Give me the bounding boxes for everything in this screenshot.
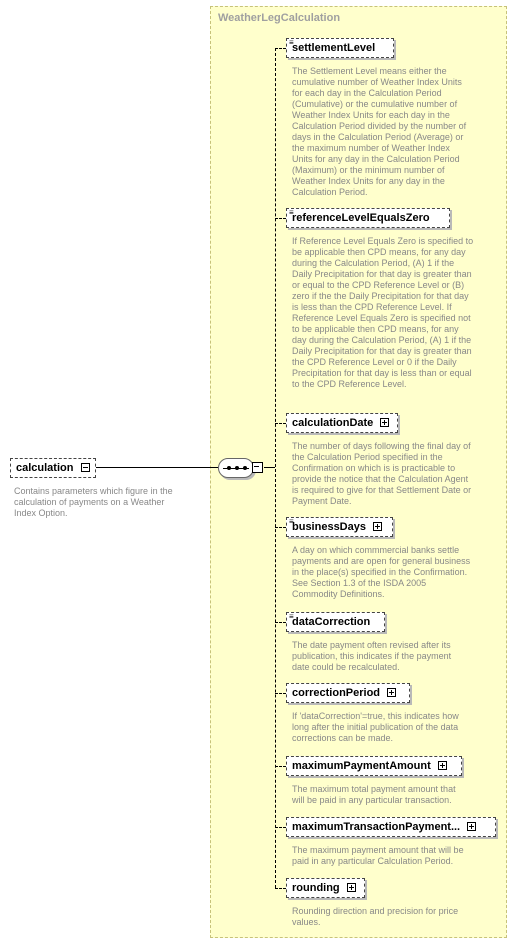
- element-label: settlementLevel: [292, 42, 376, 54]
- expand-icon[interactable]: [347, 883, 356, 892]
- element-description: The Settlement Level means either the cumulative number of Weather Index Units for each day in the Calculation Period (Cumulative) or the cumulative number of Weather Index Units for each day in the Calculation Period divided by the number of days in the Calculation Period (Average) or the maximum number of Weather Index Units for any day in the Calculation Period (Maximum) or the minimum number of Weather Index Units for any day in the Calculation Period.: [292, 66, 467, 197]
- element-calculation-date[interactable]: [286, 413, 398, 433]
- element-correction-period[interactable]: [286, 683, 410, 703]
- element-maximum-payment-amount[interactable]: [286, 756, 462, 776]
- sequence-collapse-button[interactable]: [252, 462, 264, 474]
- element-label: correctionPeriod: [292, 687, 381, 699]
- root-element-calculation[interactable]: [10, 458, 96, 478]
- collapse-icon[interactable]: [252, 462, 263, 473]
- expand-icon[interactable]: [387, 688, 396, 697]
- element-label: referenceLevelEqualsZero: [292, 212, 430, 224]
- element-description: The date payment often revised after its publication, this indicates if the payment date could be recalculated.: [292, 640, 452, 672]
- root-description: Contains parameters which figure in the calculation of payments on a Weather Index Option.: [14, 486, 173, 518]
- element-label: calculationDate: [292, 417, 374, 429]
- simple-type-icon: ≡: [289, 517, 293, 526]
- simple-type-icon: ≡: [289, 612, 293, 621]
- element-settlement-level[interactable]: [286, 38, 394, 58]
- element-label: dataCorrection: [292, 616, 371, 628]
- element-description: The number of days following the final day of the Calculation Period specified in the Confirmation on which is is practicable to provide the notice that the Calculation Agent is required to give for that Settlement Date or Payment Date.: [292, 441, 472, 506]
- children-spine: [275, 48, 276, 888]
- element-description: Rounding direction and precision for price values.: [292, 906, 459, 927]
- element-maximum-transaction-payment[interactable]: [286, 817, 496, 837]
- simple-type-icon: ≡: [289, 38, 293, 47]
- root-connector: [96, 467, 218, 468]
- element-description: If 'dataCorrection'=true, this indicates how long after the initial publication of the data corrections can be made.: [292, 711, 459, 743]
- element-description: The maximum payment amount that will be paid in any particular Calculation Period.: [292, 845, 464, 866]
- element-data-correction[interactable]: [286, 612, 385, 632]
- group-title: WeatherLegCalculation: [218, 12, 341, 24]
- sequence-compositor[interactable]: [218, 458, 254, 478]
- element-label: businessDays: [292, 521, 366, 533]
- simple-type-icon: ≡: [289, 208, 293, 217]
- element-label: maximumTransactionPayment...: [292, 821, 461, 833]
- element-description: A day on which commmercial banks settle payments and are open for general business in the place(s) specified in the Confirmation. See Section 1.3 of the ISDA 2005 Commodity Definitions.: [292, 545, 471, 599]
- expand-icon[interactable]: [380, 418, 389, 427]
- element-description: The maximum total payment amount that will be paid in any particular transaction.: [292, 784, 456, 805]
- element-label: maximumPaymentAmount: [292, 760, 431, 772]
- element-reference-level-equals-zero[interactable]: [286, 208, 450, 228]
- collapse-icon[interactable]: [81, 463, 90, 472]
- root-element-label: calculation: [16, 462, 74, 474]
- expand-icon[interactable]: [373, 522, 382, 531]
- element-rounding[interactable]: [286, 878, 365, 898]
- expand-icon[interactable]: [467, 822, 476, 831]
- expand-icon[interactable]: [438, 761, 447, 770]
- sequence-connector: [264, 467, 275, 468]
- element-label: rounding: [292, 882, 340, 894]
- element-description: If Reference Level Equals Zero is specified to be applicable then CPD means, for any day during the Calculation Period, (A) 1 if the Daily Precipitation for that day is greater than or equal to the CPD Reference Level or (B) zero if the the Daily Precipitation for that day is less than the CPD Reference Level. If Reference Level Equals Zero is specified not to be applicable then CPD means, for any day during the Calculation Period, (A) 1 if the Daily Precipitation for that day is greater than the CPD Reference Level or 0 if the Daily Precipitation for that day is less than or equal to the CPD Reference Level.: [292, 236, 474, 389]
- element-business-days[interactable]: [286, 517, 393, 537]
